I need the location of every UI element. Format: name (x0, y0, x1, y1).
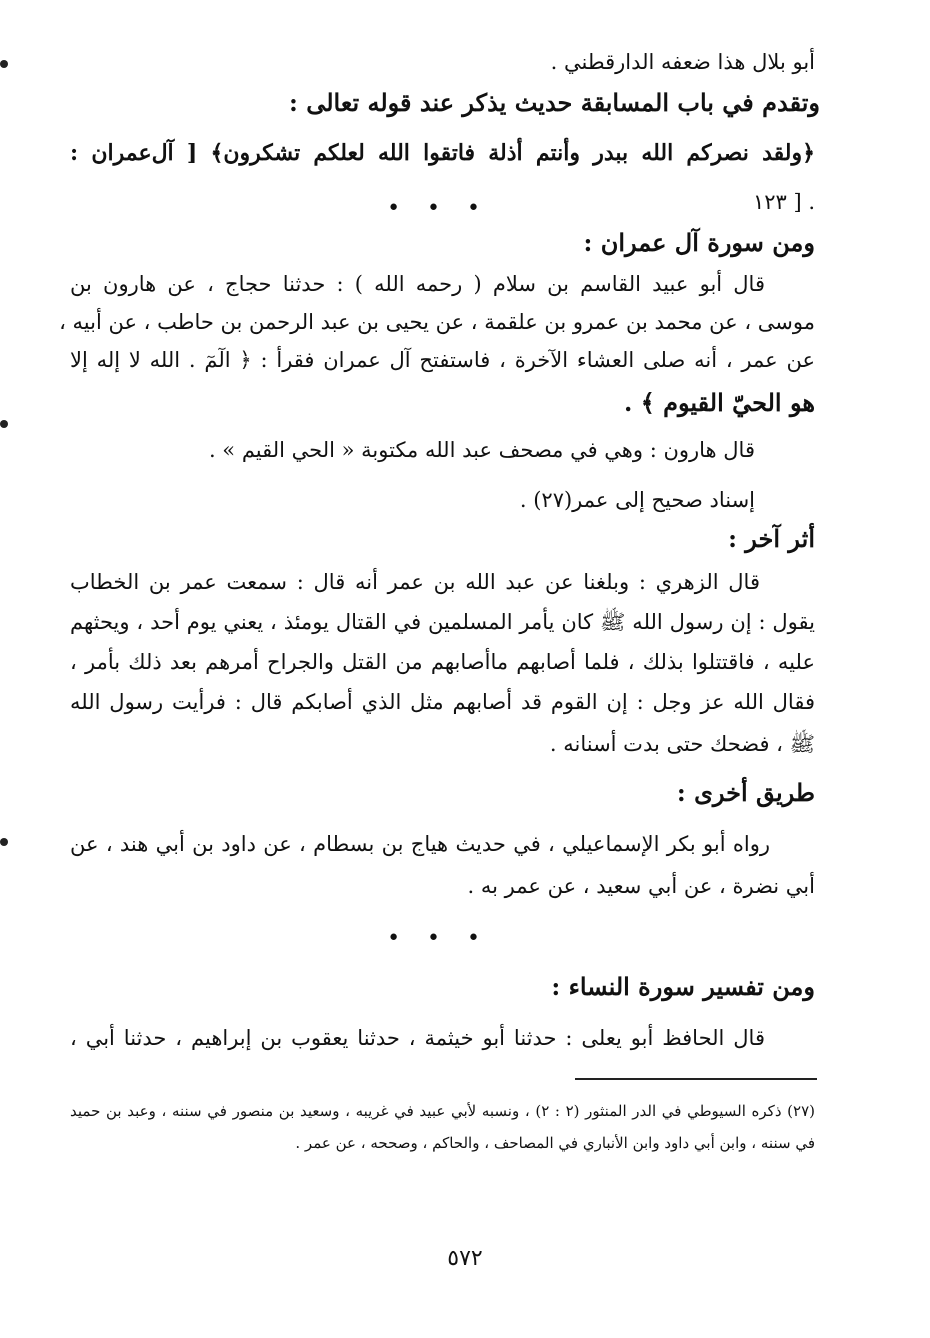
section-heading: ومن تفسير سورة النساء : (551, 972, 815, 1001)
text-line: موسى ، عن محمد بن عمرو بن علقمة ، عن يحيى بن عبد الرحمن بن حاطب ، عن أبيه ، (59, 310, 815, 334)
margin-mark (0, 838, 8, 846)
text-line: قال أبو عبيد القاسم بن سلام ( رحمه الله ) : حدثنا حجاج ، عن هارون بن (70, 272, 765, 296)
section-heading: طريق أخرى : (676, 778, 815, 807)
margin-mark (0, 420, 8, 428)
section-heading: أثر آخر : (728, 524, 815, 553)
footnote-line: (٢٧) ذكره السيوطي في الدر المنثور (٢ : ٢) ، ونسبه لأبي عبيد في غريبه ، وسعيد بن منصور في سننه ، وعبد بن حميد (70, 1102, 815, 1120)
section-separator: • • • (387, 196, 490, 221)
text-line: قال هارون : وهي في مصحف عبد الله مكتوبة « الحي القيم » . (208, 438, 755, 462)
page-number: ٥٧٢ (447, 1246, 483, 1271)
text-line: رواه أبو بكر الإسماعيلي ، في حديث هياج بن بسطام ، عن داود بن أبي هند ، عن (70, 832, 770, 856)
text-line: يقول : إن رسول الله ﷺ كان يأمر المسلمين في القتال يومئذ ، يعني يوم أحد ، ويحثهم (70, 610, 815, 634)
text-line: هو الحيّ القيوم ﴾ . (624, 388, 815, 417)
text-line: أبي نضرة ، عن أبي سعيد ، عن عمر به . (467, 874, 815, 898)
quran-verse: ﴿ولقد نصركم الله ببدر وأنتم أذلة فاتقوا الله لعلكم تشكرون﴾ [ آل‌عمران : (70, 140, 815, 166)
text-line: عليه ، فاقتتلوا بذلك ، فلما أصابهم ماأصابهم من القتل والجراح أمرهم بعد ذلك بأمر ، (70, 650, 815, 674)
footnote-line: في سننه ، وابن أبي داود وابن الأنباري في المصاحف ، والحاكم ، وصححه ، عن عمر . (295, 1134, 815, 1152)
text-line: إسناد صحيح إلى عمر(٢٧) . (519, 488, 755, 512)
section-separator: • • • (387, 926, 490, 951)
text-line: قال الزهري : وبلغنا عن عبد الله بن عمر أنه قال : سمعت عمر بن الخطاب (70, 570, 760, 594)
footnote-divider (575, 1078, 817, 1080)
text-line: ﷺ ، فضحك حتى بدت أسنانه . (549, 732, 815, 756)
text-line: عن عمر ، أنه صلى العشاء الآخرة ، فاستفتح آل عمران فقرأ : ﴿ الٓمٓ . الله لا إله إلا (70, 348, 815, 372)
section-heading: ومن سورة آل عمران : (583, 228, 815, 257)
verse-reference: ١٢٣ ] . (752, 190, 815, 214)
margin-mark (0, 60, 8, 68)
text-line: قال الحافظ أبو يعلى : حدثنا أبو خيثمة ، حدثنا يعقوب بن إبراهيم ، حدثنا أبي ، (70, 1026, 765, 1050)
text-line: فقال الله عز وجل : إن القوم قد أصابهم مثل الذي أصابكم قال : فرأيت رسول الله (70, 690, 815, 714)
text-line: وتقدم في باب المسابقة حديث يذكر عند قوله تعالى : (289, 88, 820, 117)
text-line: أبو بلال هذا ضعفه الدارقطني . (550, 50, 815, 74)
